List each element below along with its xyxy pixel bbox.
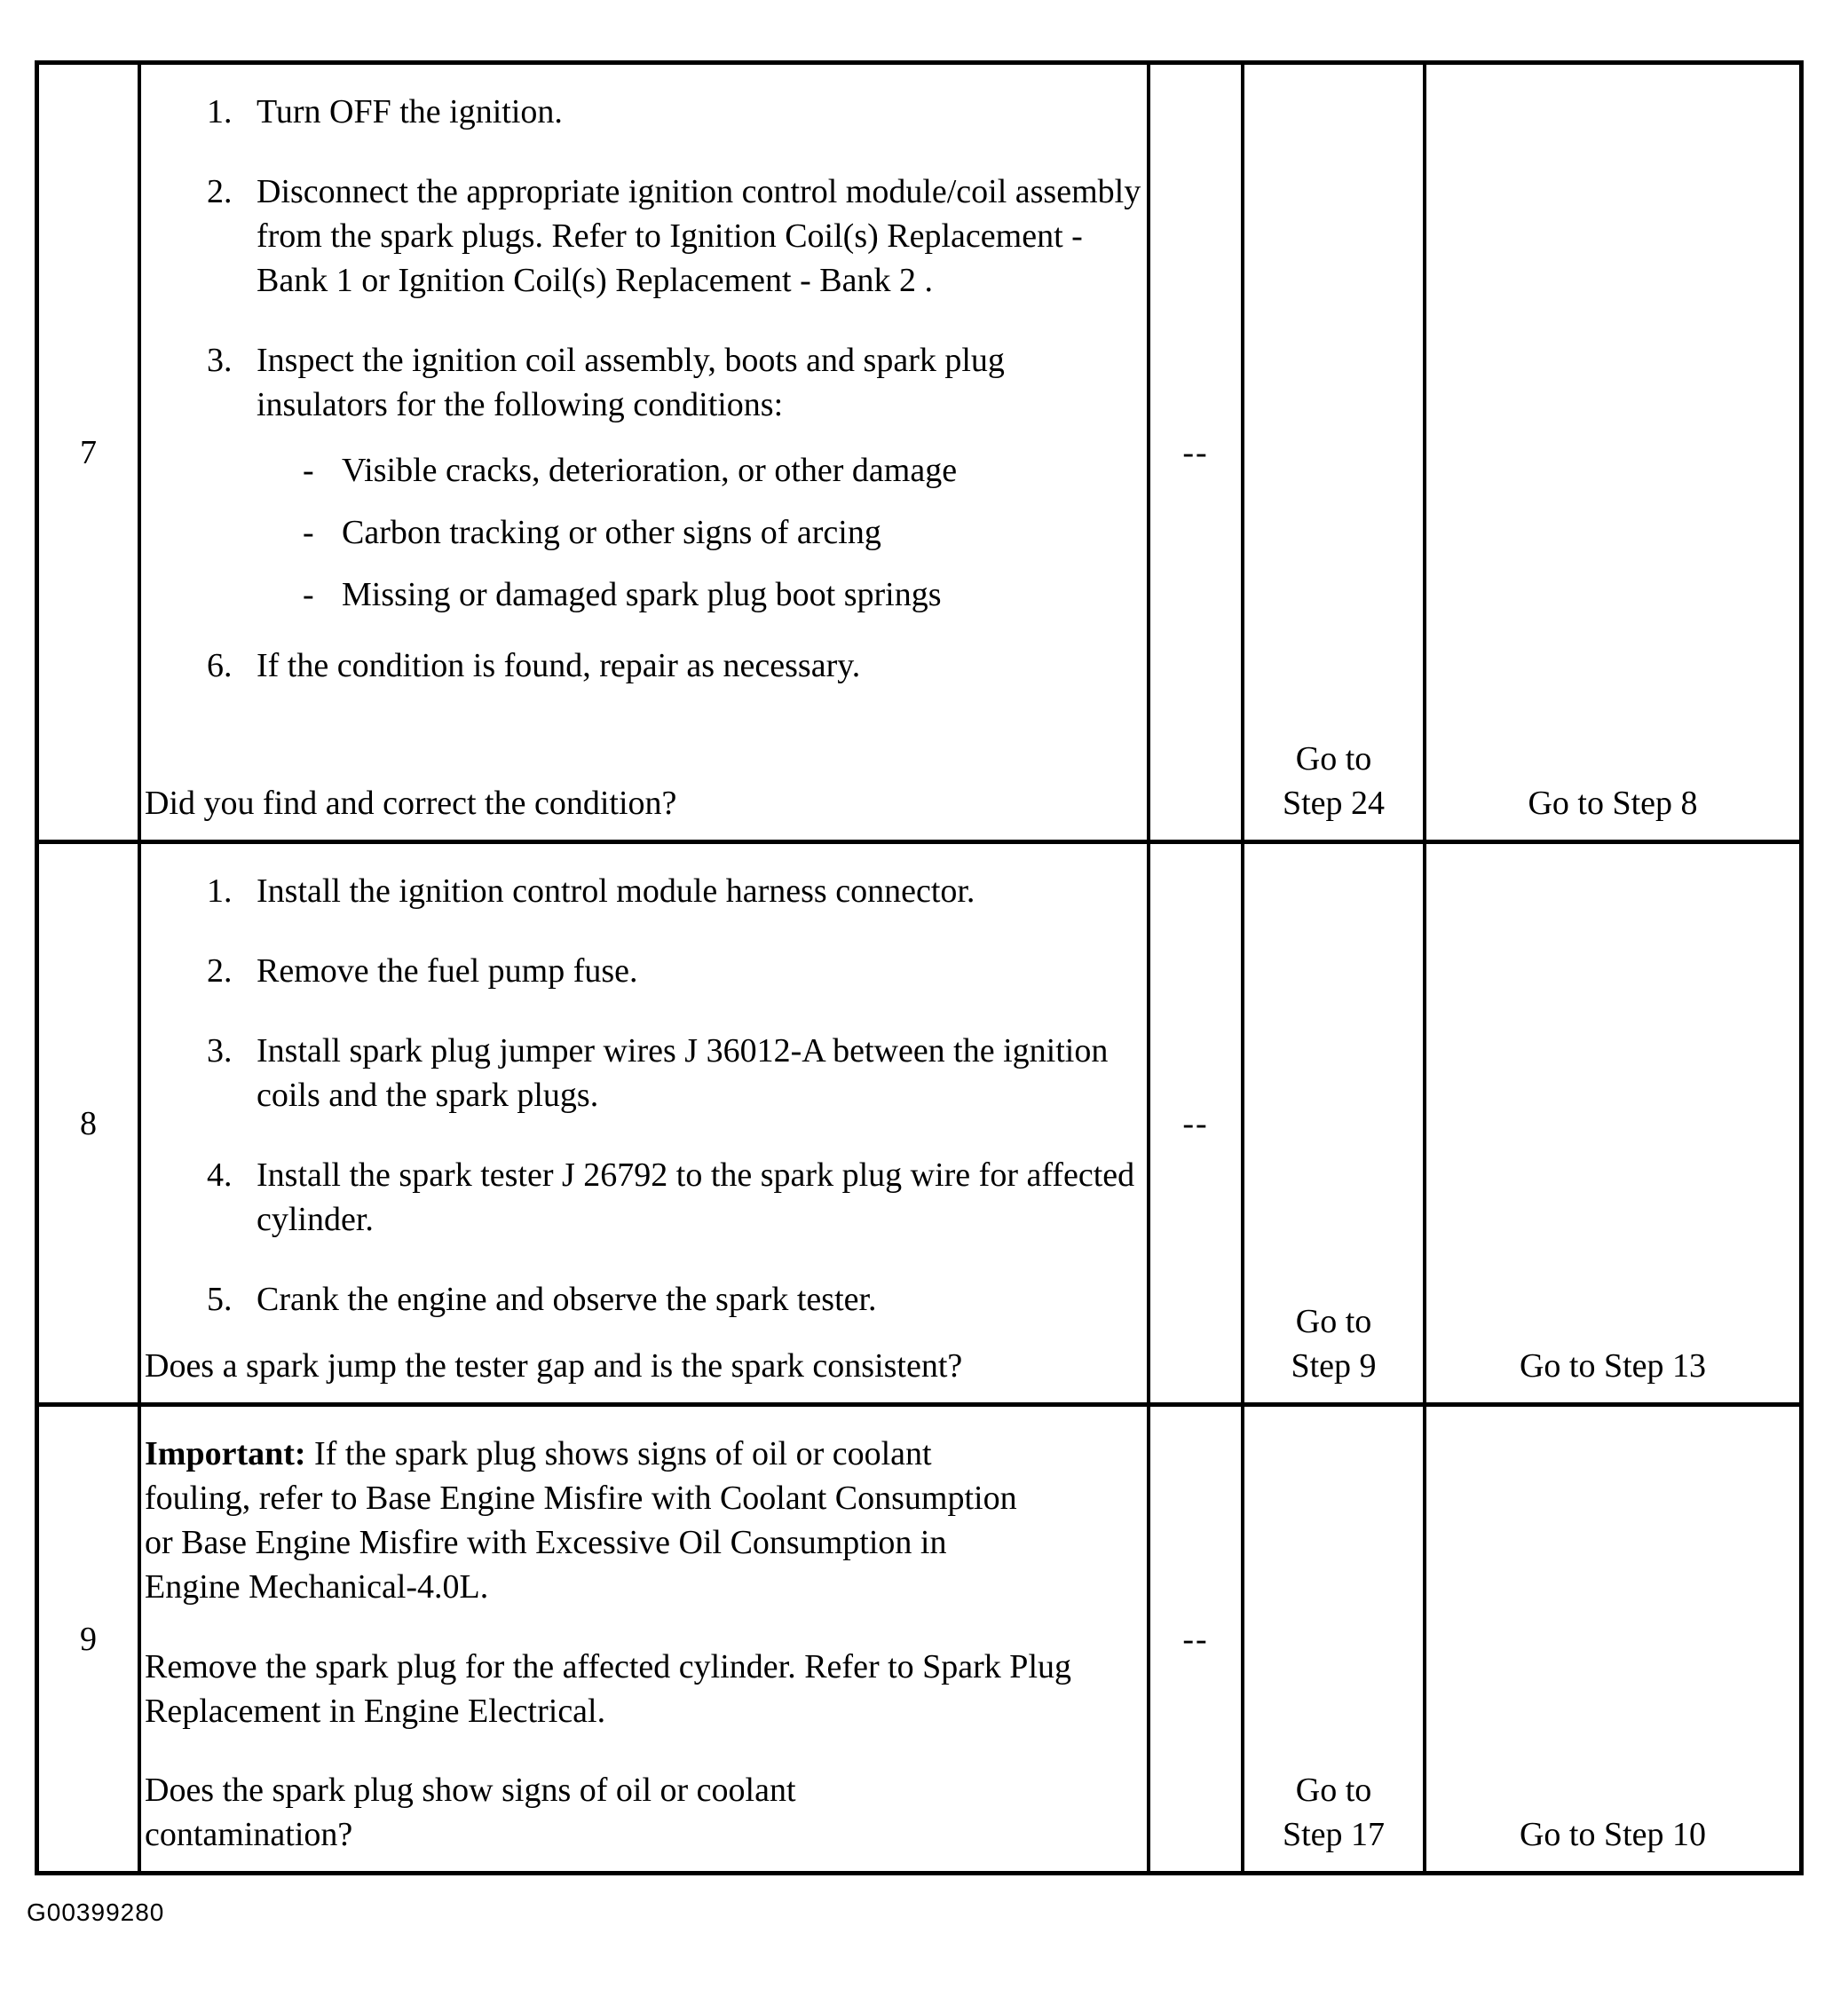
no-cell-step-9	[1426, 1407, 1799, 1871]
list-item-number: 1.	[207, 93, 233, 130]
bullet-item	[303, 510, 1147, 555]
yes-goto-text: Go to Step 17	[1282, 1772, 1386, 1853]
bullet-text: Carbon tracking or other signs of arcing	[342, 514, 881, 551]
bullet-marker: -	[303, 576, 314, 613]
paragraph: Remove the spark plug for the affected cylinder. Refer to Spark Plug Replacement in Engine Electrical.	[145, 1648, 1071, 1730]
list-item-number: 6.	[207, 647, 233, 684]
no-goto-text: Go to Step 10	[1519, 1816, 1707, 1853]
bullet-item	[303, 448, 1147, 493]
value-text: --	[1182, 1104, 1209, 1142]
list-item-number: 2.	[207, 952, 233, 990]
question-text: Does a spark jump the tester gap and is the spark consistent?	[145, 1347, 963, 1385]
list-item	[207, 1277, 1147, 1322]
bullet-text: Missing or damaged spark plug boot springs	[342, 576, 942, 613]
list-item-text: Turn OFF the ignition.	[257, 93, 563, 130]
action-cell-step-8	[141, 844, 1150, 1407]
list-item-number: 3.	[207, 342, 233, 379]
list-item-text: Disconnect the appropriate ignition control module/coil assembly from the spark plugs. Refer to Ignition Coil(s) Replacement - Bank 1 or Ignition Coil(s) Replacement - Bank 2 .	[257, 173, 1141, 299]
list-item-number: 4.	[207, 1156, 233, 1194]
bullet-text: Visible cracks, deterioration, or other damage	[342, 452, 958, 489]
bullet-marker: -	[303, 514, 314, 551]
list-item-text: Install the ignition control module harness connector.	[257, 872, 975, 910]
list-item-text: Inspect the ignition coil assembly, boots and spark plug insulators for the following conditions:	[257, 342, 1005, 423]
no-cell-step-7	[1426, 65, 1799, 844]
list-item	[207, 869, 1147, 913]
no-goto-text: Go to Step 8	[1528, 785, 1698, 822]
list-item-number: 5.	[207, 1281, 233, 1318]
list-item-number: 2.	[207, 173, 233, 210]
bullet-item	[303, 572, 1147, 617]
question-text: Does the spark plug show signs of oil or coolant contamination?	[145, 1772, 796, 1853]
value-text: --	[1182, 1620, 1209, 1658]
list-item-text: Remove the fuel pump fuse.	[257, 952, 638, 990]
question-text: Did you find and correct the condition?	[145, 785, 677, 822]
step-number: 8	[80, 1104, 97, 1142]
important-text: If the spark plug shows signs of oil or coolant fouling, refer to Base Engine Misfire with Coolant Consumption or Base Engine Misfire with Excessive Oil Consumption in Engine Mechanical-4.0L.	[145, 1435, 1017, 1606]
yes-cell-step-9	[1244, 1407, 1426, 1871]
value-cell-step-9	[1150, 1407, 1244, 1871]
value-cell-step-8	[1150, 844, 1244, 1407]
list-item	[207, 643, 1147, 688]
list-item-text: Install spark plug jumper wires J 36012-A between the ignition coils and the spark plugs.	[257, 1032, 1109, 1114]
list-item	[207, 1029, 1147, 1117]
yes-cell-step-7	[1244, 65, 1426, 844]
figure-label: G00399280	[27, 1898, 165, 1926]
yes-goto-text: Go to Step 9	[1291, 1303, 1377, 1385]
value-text: --	[1182, 433, 1209, 471]
list-item	[207, 949, 1147, 993]
list-item-text: Crank the engine and observe the spark tester.	[257, 1281, 877, 1318]
step-number-cell-9	[39, 1407, 141, 1871]
list-item-number: 3.	[207, 1032, 233, 1069]
bullet-marker: -	[303, 452, 314, 489]
action-cell-step-9	[141, 1407, 1150, 1871]
diagnostic-table	[35, 60, 1804, 1875]
list-item-number: 1.	[207, 872, 233, 910]
important-paragraph	[145, 1432, 1041, 1609]
list-item-text: If the condition is found, repair as necessary.	[257, 647, 861, 684]
important-label: Important:	[145, 1435, 306, 1472]
step-number: 9	[80, 1620, 97, 1658]
step-number-cell-7	[39, 65, 141, 844]
list-item	[207, 170, 1147, 303]
list-item	[207, 90, 1147, 134]
no-cell-step-8	[1426, 844, 1799, 1407]
yes-cell-step-8	[1244, 844, 1426, 1407]
step-number: 7	[80, 433, 97, 471]
list-item-text: Install the spark tester J 26792 to the spark plug wire for affected cylinder.	[257, 1156, 1135, 1238]
action-cell-step-7	[141, 65, 1150, 844]
no-goto-text: Go to Step 13	[1519, 1347, 1707, 1385]
list-item	[207, 338, 1147, 427]
list-item	[207, 1153, 1147, 1242]
value-cell-step-7	[1150, 65, 1244, 844]
step-number-cell-8	[39, 844, 141, 1407]
yes-goto-text: Go to Step 24	[1282, 740, 1386, 822]
